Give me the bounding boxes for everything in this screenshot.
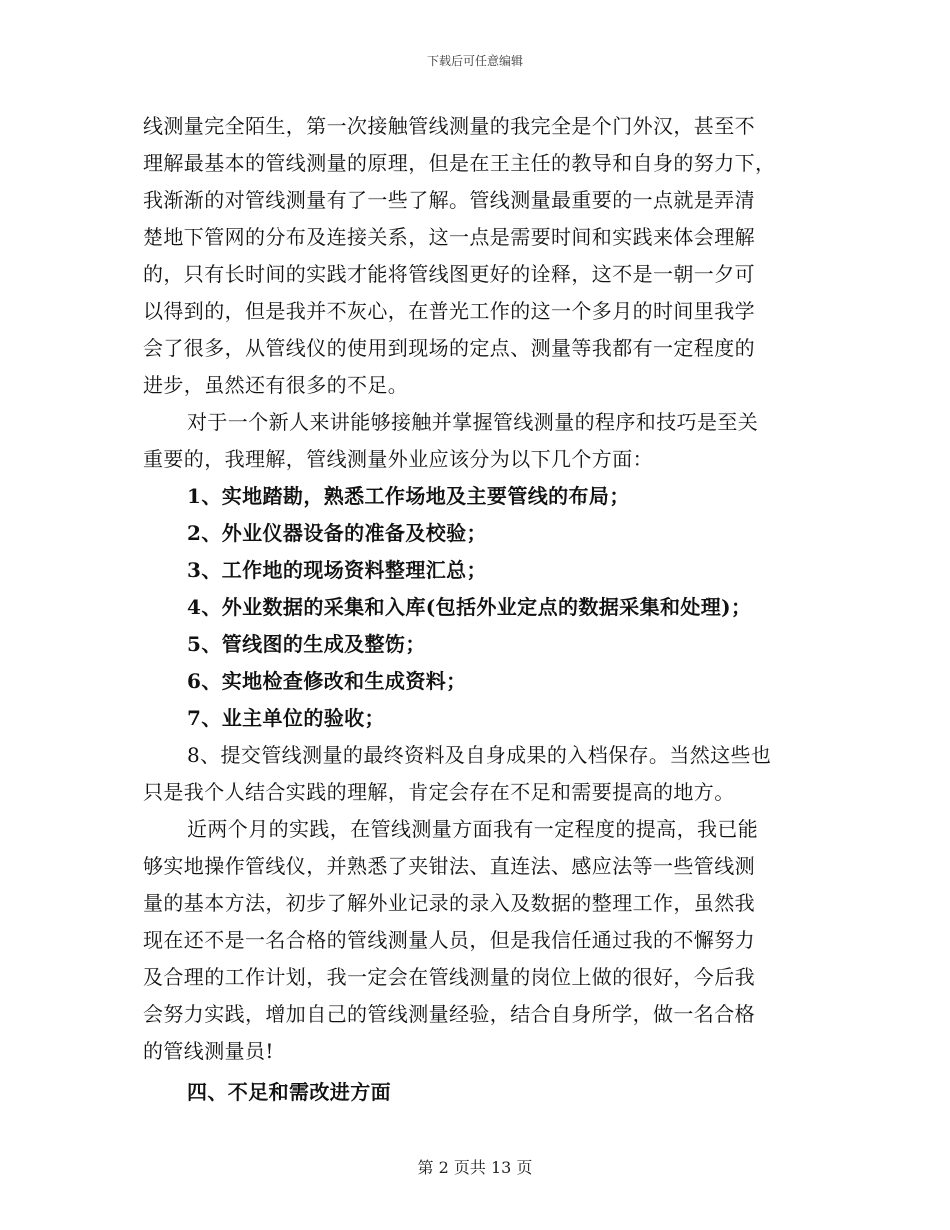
list-item: 1、实地踏勘，熟悉工作场地及主要管线的布局； (187, 484, 630, 508)
list-item: 2、外业仪器设备的准备及校验； (187, 521, 487, 545)
text-line: 的，只有长时间的实践才能将管线图更好的诠释，这不是一朝一夕可 (143, 262, 755, 286)
text-line: 进步，虽然还有很多的不足。 (143, 373, 409, 397)
text-line: 会努力实践，增加自己的管线测量经验，结合自身所学，做一名合格 (143, 1002, 755, 1026)
text-line: 现在还不是一名合格的管线测量人员，但是我信任通过我的不懈努力 (143, 928, 755, 952)
text-line: 楚地下管网的分布及连接关系，这一点是需要时间和实践来体会理解 (143, 225, 755, 249)
text-line: 够实地操作管线仪，并熟悉了夹钳法、直连法、感应法等一些管线测 (143, 854, 755, 878)
section-heading: 四、不足和需改进方面 (187, 1080, 391, 1104)
text-line: 8、提交管线测量的最终资料及自身成果的入档保存。当然这些也 (187, 743, 772, 767)
paragraph-4 (143, 811, 811, 1070)
text-line: 及合理的工作计划，我一定会在管线测量的岗位上做的很好，今后我 (143, 965, 755, 989)
text-line: 对于一个新人来讲能够接触并掌握管线测量的程序和技巧是至关 (187, 410, 759, 434)
text-line: 理解最基本的管线测量的原理，但是在王主任的教导和自身的努力下， (143, 151, 776, 175)
list-item: 7、业主单位的验收； (187, 706, 385, 730)
text-line: 近两个月的实践，在管线测量方面我有一定程度的提高，我已能 (187, 817, 759, 841)
text-line: 以得到的，但是我并不灰心，在普光工作的这一个多月的时间里我学 (143, 299, 755, 323)
list-item: 6、实地检查修改和生成资料； (187, 669, 467, 693)
list-item: 4、外业数据的采集和入库(包括外业定点的数据采集和处理)； (187, 595, 752, 619)
text-line: 重要的，我理解，管线测量外业应该分为以下几个方面： (143, 447, 653, 471)
aspect-list (143, 478, 811, 737)
text-line: 我渐渐的对管线测量有了一些了解。管线测量最重要的一点就是弄清 (143, 188, 755, 212)
text-line: 线测量完全陌生，第一次接触管线测量的我完全是个门外汉，甚至不 (143, 114, 755, 138)
list-item: 5、管线图的生成及整饬； (187, 632, 426, 656)
text-line: 只是我个人结合实践的理解，肯定会存在不足和需要提高的地方。 (143, 780, 735, 804)
paragraph-1 (143, 108, 811, 404)
document-body (143, 108, 811, 1111)
list-item: 3、工作地的现场资料整理汇总； (187, 558, 487, 582)
text-line: 的管线测量员! (143, 1039, 274, 1063)
paragraph-2 (143, 404, 811, 478)
page-header: 下载后可任意编辑 (426, 54, 523, 68)
text-line: 量的基本方法，初步了解外业记录的录入及数据的整理工作，虽然我 (143, 891, 755, 915)
text-line: 会了很多，从管线仪的使用到现场的定点、测量等我都有一定程度的 (143, 336, 755, 360)
page-footer: 第 2 页共 13 页 (417, 1158, 533, 1177)
paragraph-3 (143, 737, 811, 811)
